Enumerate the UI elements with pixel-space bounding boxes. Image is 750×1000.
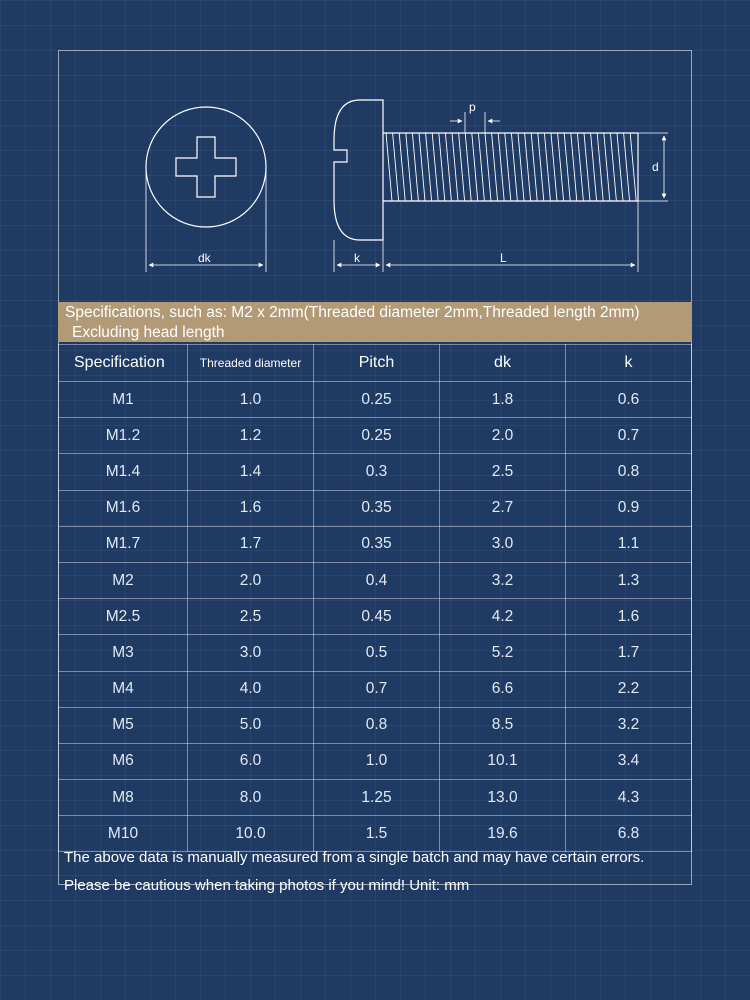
cell-k: 1.7 [566,635,692,671]
cell-pitch: 1.5 [314,816,440,852]
cell-pitch: 0.35 [314,490,440,526]
table-row [59,454,692,490]
cell-specification: M6 [59,743,188,779]
cell-threaded-diameter: 8.0 [188,780,314,816]
cell-threaded-diameter: 3.0 [188,635,314,671]
cell-threaded-diameter: 5.0 [188,707,314,743]
table-row [59,743,692,779]
cell-pitch: 0.3 [314,454,440,490]
cell-pitch: 0.45 [314,599,440,635]
cell-k: 1.3 [566,562,692,598]
screw-head-side-view [334,100,383,240]
table-row [59,635,692,671]
header-specification: Specification [59,345,188,382]
cell-dk: 19.6 [440,816,566,852]
cell-k: 1.6 [566,599,692,635]
cell-dk: 13.0 [440,780,566,816]
header-dk: dk [440,345,566,382]
table-row [59,671,692,707]
header-k: k [566,345,692,382]
cell-pitch: 0.8 [314,707,440,743]
table-row [59,816,692,852]
cell-k: 1.1 [566,526,692,562]
cell-threaded-diameter: 2.0 [188,562,314,598]
cell-threaded-diameter: 4.0 [188,671,314,707]
cell-pitch: 0.35 [314,526,440,562]
cell-specification: M1.7 [59,526,188,562]
cell-k: 0.9 [566,490,692,526]
cell-pitch: 1.25 [314,780,440,816]
cell-specification: M10 [59,816,188,852]
cell-dk: 3.0 [440,526,566,562]
table-row [59,418,692,454]
banner-line-1: Specifications, such as: M2 x 2mm(Threaded diameter 2mm,Threaded length 2mm) [65,304,640,321]
cell-k: 3.4 [566,743,692,779]
table-row [59,526,692,562]
cell-threaded-diameter: 1.7 [188,526,314,562]
screw-head-top-view [146,107,266,227]
note-line-1: The above data is manually measured from a single batch and may have certain errors. [64,849,645,866]
header-pitch: Pitch [314,345,440,382]
cell-pitch: 0.25 [314,418,440,454]
table-row [59,780,692,816]
cell-specification: M8 [59,780,188,816]
cell-k: 3.2 [566,707,692,743]
cell-threaded-diameter: 1.4 [188,454,314,490]
cell-k: 6.8 [566,816,692,852]
cell-threaded-diameter: 2.5 [188,599,314,635]
cell-dk: 10.1 [440,743,566,779]
cell-pitch: 1.0 [314,743,440,779]
screw-diagram [0,0,750,300]
cell-k: 0.6 [566,382,692,418]
cell-threaded-diameter: 10.0 [188,816,314,852]
table-row [59,707,692,743]
cell-pitch: 0.25 [314,382,440,418]
cell-specification: M3 [59,635,188,671]
cell-dk: 2.0 [440,418,566,454]
cell-threaded-diameter: 6.0 [188,743,314,779]
cell-dk: 4.2 [440,599,566,635]
phillips-cross-icon [176,137,236,197]
cell-specification: M1.4 [59,454,188,490]
cell-threaded-diameter: 1.2 [188,418,314,454]
cell-dk: 2.7 [440,490,566,526]
cell-specification: M5 [59,707,188,743]
cell-threaded-diameter: 1.0 [188,382,314,418]
d-label: d [652,160,659,174]
table-row [59,382,692,418]
dk-label: dk [198,251,211,265]
cell-specification: M2 [59,562,188,598]
cell-k: 0.7 [566,418,692,454]
cell-dk: 8.5 [440,707,566,743]
note-line-2: Please be cautious when taking photos if you mind! Unit: mm [64,877,470,894]
cell-specification: M1 [59,382,188,418]
cell-dk: 1.8 [440,382,566,418]
table-row [59,599,692,635]
cell-dk: 5.2 [440,635,566,671]
cell-pitch: 0.5 [314,635,440,671]
cell-dk: 3.2 [440,562,566,598]
table-row [59,562,692,598]
p-label: p [469,100,476,114]
table-row [59,490,692,526]
cell-specification: M1.2 [59,418,188,454]
table-header-row [59,345,692,382]
spec-table [58,344,692,852]
cell-specification: M2.5 [59,599,188,635]
cell-pitch: 0.4 [314,562,440,598]
specification-banner [58,302,692,342]
cell-specification: M1.6 [59,490,188,526]
cell-dk: 2.5 [440,454,566,490]
cell-k: 2.2 [566,671,692,707]
k-label: k [354,251,360,265]
L-label: L [500,251,507,265]
cell-k: 0.8 [566,454,692,490]
cell-dk: 6.6 [440,671,566,707]
banner-line-2: Excluding head length [72,324,225,341]
header-threaded-diameter: Threaded diameter [188,345,314,382]
cell-specification: M4 [59,671,188,707]
cell-pitch: 0.7 [314,671,440,707]
cell-k: 4.3 [566,780,692,816]
thread-shank [383,133,638,201]
cell-threaded-diameter: 1.6 [188,490,314,526]
